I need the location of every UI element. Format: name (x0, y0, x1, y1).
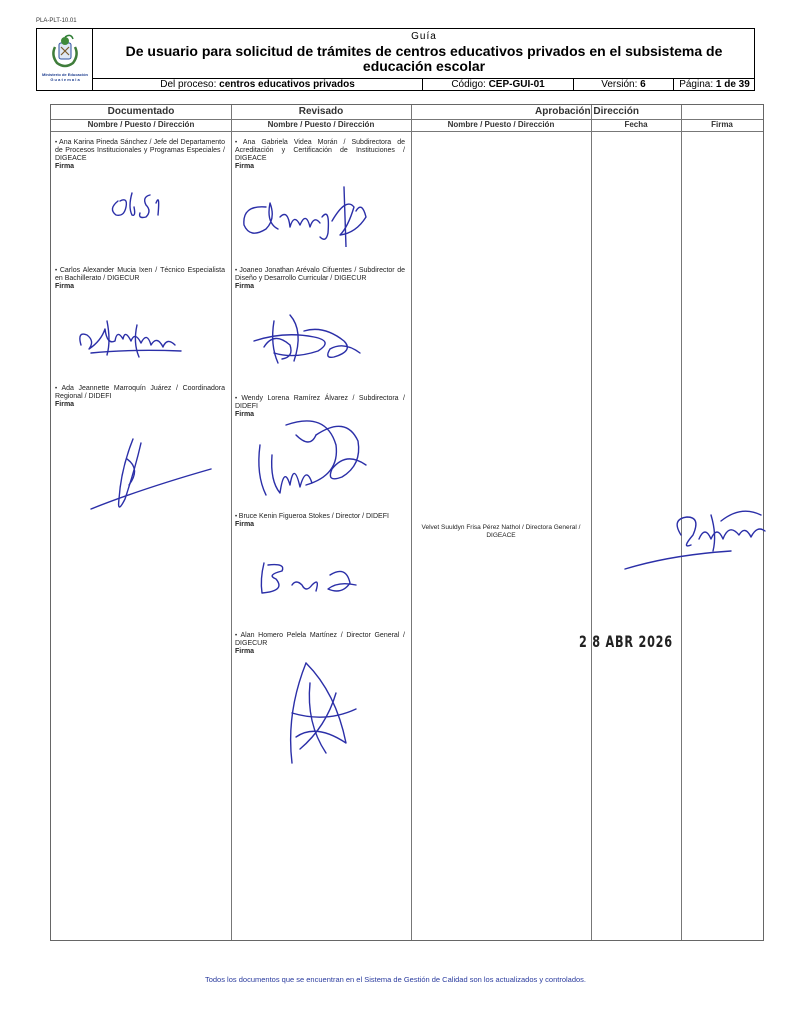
documented-entry-3: • Ada Jeannette Marroquín Juárez / Coordinadora Regional / DIDEFI Firma (55, 385, 225, 408)
approval-name-subheader: Nombre / Puesto / Dirección (447, 120, 555, 129)
signature-reviewed-1 (236, 177, 386, 247)
signature-reviewed-5 (276, 653, 366, 773)
approval-header: Aprobación Dirección (535, 106, 639, 117)
approval-date-subheader: Fecha (624, 120, 648, 129)
signature-reviewed-3 (246, 405, 376, 515)
document-header (36, 28, 755, 91)
documented-subheader: Nombre / Puesto / Dirección (87, 120, 195, 129)
signature-documented-3 (81, 429, 221, 519)
approval-date-stamp: 2 8 ABR 2026 (579, 632, 673, 651)
guide-label: Guía (411, 31, 437, 42)
signature-reviewed-2 (234, 301, 374, 371)
reviewed-entry-1: • Ana Gabriela Videa Morán / Subdirectora de Acreditación y Certificación de Instituciones / DIGEACE Firma (235, 139, 405, 170)
reviewed-entry-3: • Wendy Lorena Ramírez Álvarez / Subdirectora / DIDEFI Firma (235, 395, 405, 418)
page-cell: Página: 1 de 39 (673, 79, 755, 91)
signature-reviewed-4 (246, 555, 376, 600)
version-cell: Versión: 6 (573, 79, 673, 91)
approver-entry: Velvet Suuldyn Frisa Pérez Nathol / Directora General / DIGEACE (421, 524, 581, 539)
reviewed-entry-5: • Alan Homero Pelela Martínez / Director General / DIGECUR Firma (235, 632, 405, 655)
ministerio-logo-emblem (49, 33, 81, 71)
reviewed-entry-4: • Bruce Kenin Figueroa Stokes / Director / DIDEFI Firma (235, 513, 389, 528)
footer-note: Todos los documentos que se encuentran en el Sistema de Gestión de Calidad son los actualizados y controlados. (204, 975, 587, 984)
reviewed-entry-2: • Joaneo Jonathan Arévalo Cifuentes / Subdirector de Diseño y Desarrollo Curricular / DIGECUR Firma (235, 267, 405, 290)
signature-documented-1 (106, 183, 186, 223)
code-cell: Código: CEP-GUI-01 (422, 79, 573, 91)
reviewed-header: Revisado (298, 106, 344, 117)
approval-sign-subheader: Firma (711, 120, 733, 129)
meta-row (93, 78, 755, 91)
documented-entry-2: • Carlos Alexander Mucia Ixen / Técnico Especialista en Bachillerato / DIGECUR Firma (55, 267, 225, 290)
logo-text: Ministerio de Educación G u a t e m a l a (41, 72, 88, 82)
logo-cell (37, 29, 93, 91)
documented-header: Documentado (107, 106, 175, 117)
signature-approval (621, 495, 771, 575)
document-code: PLA-PLT-10.01 (36, 18, 77, 24)
signature-documented-2 (71, 301, 191, 363)
documented-entry-1: • Ana Karina Pineda Sánchez / Jefe del Departamento de Procesos Institucionales y Programas Especiales / DIGEACE Firma (55, 139, 225, 170)
signature-table (50, 104, 764, 941)
document-title: De usuario para solicitud de trámites de centros educativos privados en el subsistema de educación escolar (125, 43, 723, 74)
reviewed-subheader: Nombre / Puesto / Dirección (267, 120, 375, 129)
process-cell: Del proceso: centros educativos privados (160, 79, 355, 90)
